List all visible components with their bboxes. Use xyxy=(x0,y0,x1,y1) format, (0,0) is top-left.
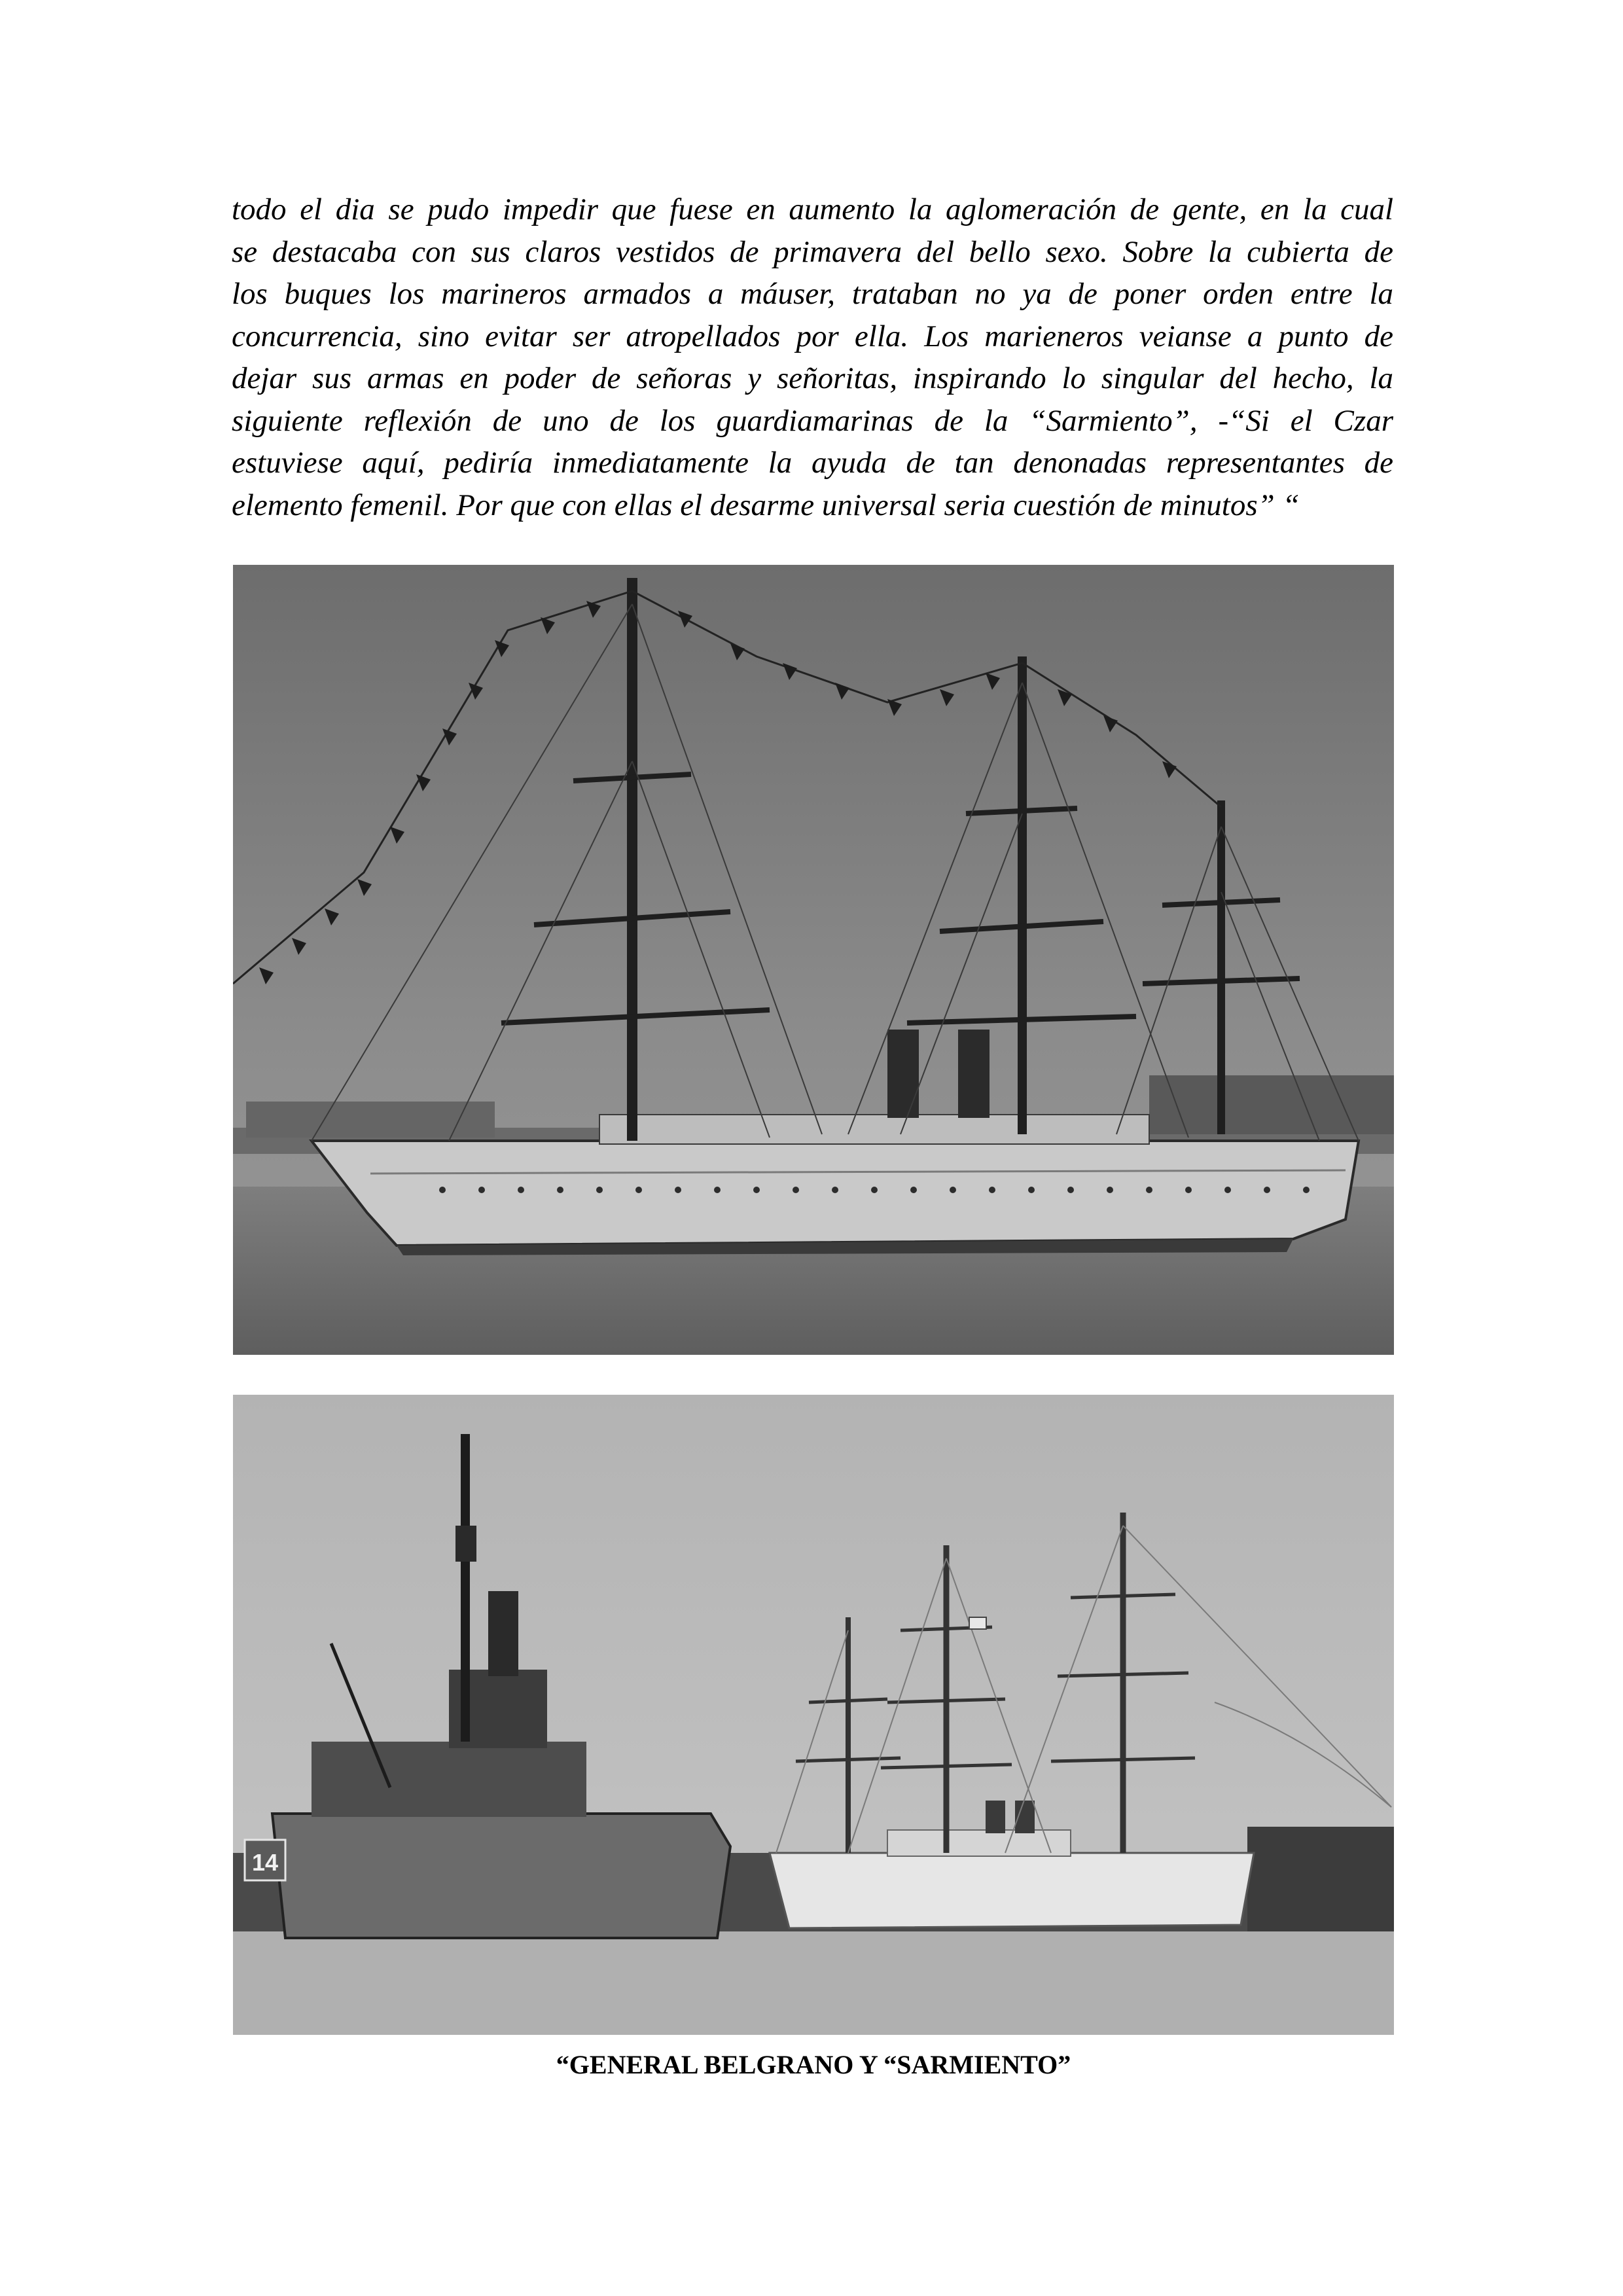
body-line: los buques los marineros armados a máuser, trataban no ya de poner orden entre la xyxy=(232,277,1393,311)
photo-caption: “GENERAL BELGRANO Y “SARMIENTO” xyxy=(556,2050,1071,2079)
frigate-photo-drawing xyxy=(233,565,1394,1355)
hull-number: 14 xyxy=(251,1849,279,1876)
body-line: todo el dia se pudo impedir que fuese en aumento la aglomeración de gente, en la cual xyxy=(232,192,1393,226)
body-line: elemento femenil. Por que con ellas el desarme universal seria cuestión de minutos” “ xyxy=(232,488,1300,522)
body-line: estuviese aquí, pediría inmediatamente la ayuda de tan denonadas representantes de xyxy=(232,446,1393,480)
body-line: concurrencia, sino evitar ser atropellados por ella. Los marieneros veianse a punto de xyxy=(232,319,1393,353)
body-line: se destacaba con sus claros vestidos de primavera del bello sexo. Sobre la cubierta de xyxy=(232,234,1393,269)
belgrano-sarmiento-photo-drawing xyxy=(233,1395,1394,2035)
body-line: dejar sus armas en poder de señoras y señoritas, inspirando lo singular del hecho, la xyxy=(232,361,1393,395)
body-line: siguiente reflexión de uno de los guardiamarinas de la “Sarmiento”, -“Si el Czar xyxy=(232,403,1393,438)
frigate-photo xyxy=(233,565,1394,1355)
body-paragraph xyxy=(232,188,1393,526)
belgrano-sarmiento-photo xyxy=(233,1395,1394,2035)
